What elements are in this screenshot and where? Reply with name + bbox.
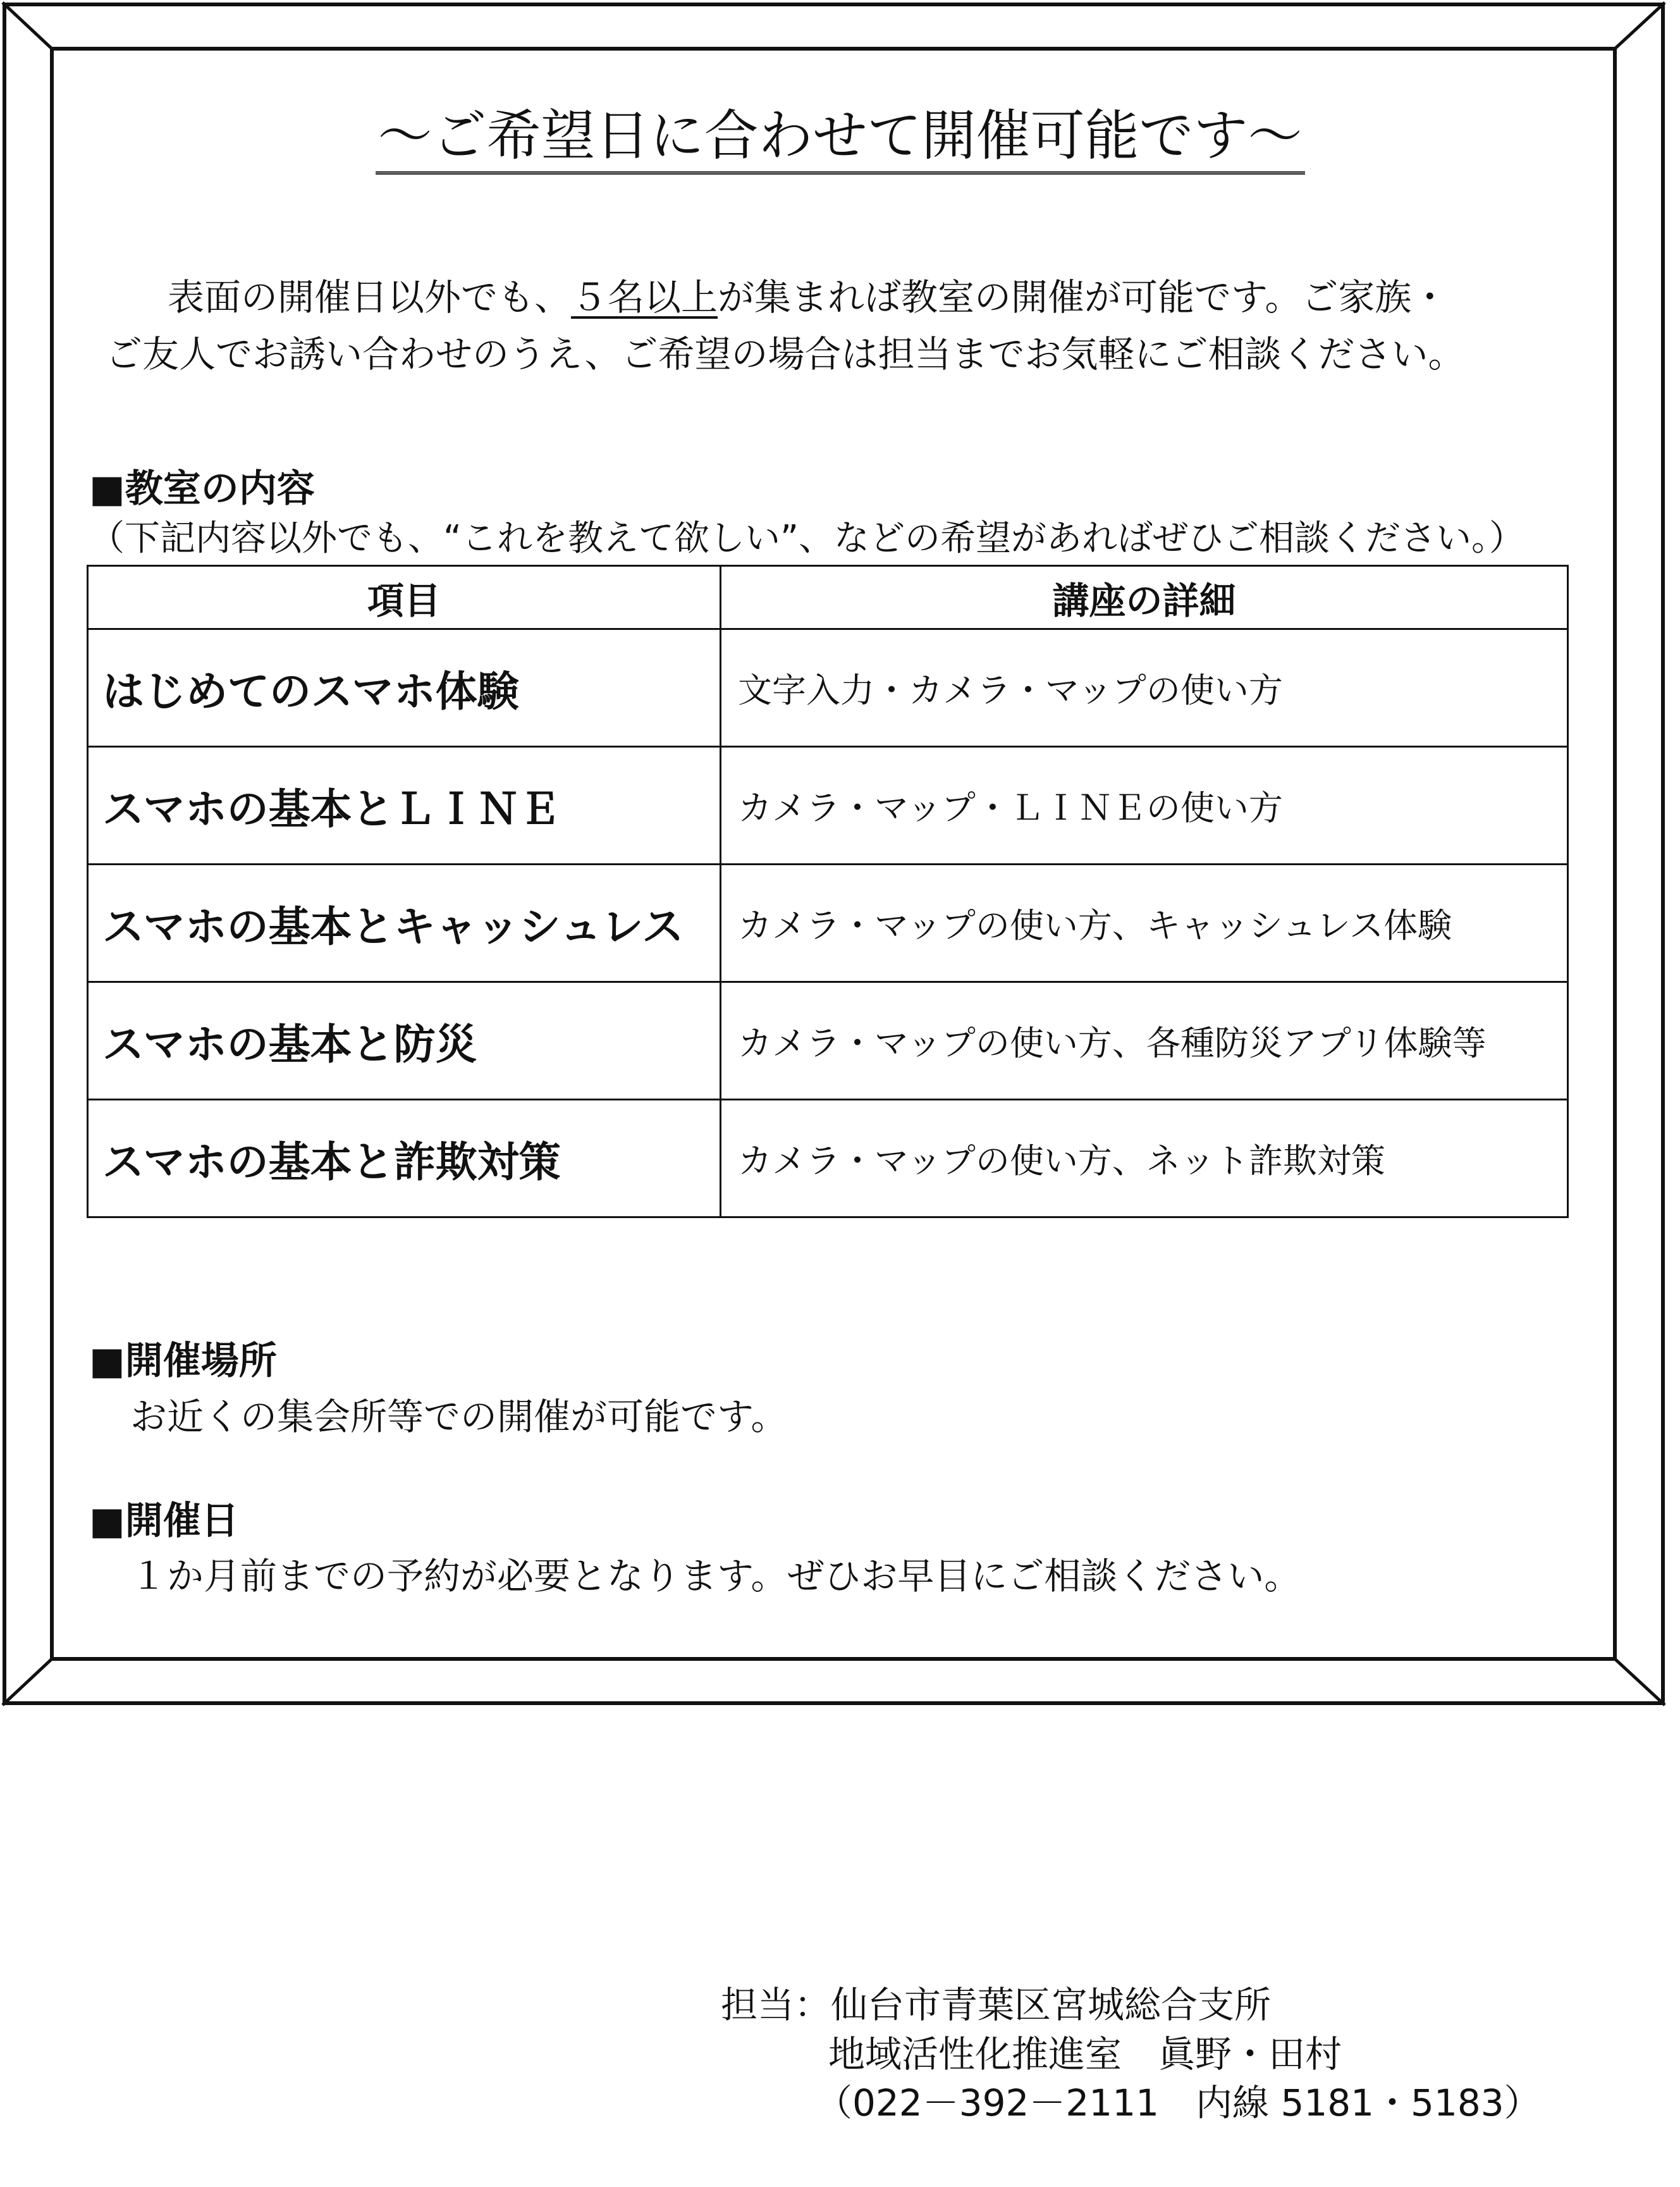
table-row [88,1100,1568,1217]
content-section-note: （下記内容以外でも、“これを教えて欲しい”、などの希望があればぜひご相談ください。） [89,518,1525,559]
intro-highlight-minimum-people: ５名以上 [571,276,718,319]
course-item: スマホの基本とキャッシュレス [88,865,721,982]
notice-title [0,101,1680,171]
intro-line-1-end: が集まれば教室の開催が可能です。ご家族・ [718,276,1449,319]
course-item: スマホの基本と防災 [88,982,721,1100]
table-row [88,747,1568,865]
venue-section-heading: ■開催場所 [89,1339,277,1383]
content-section-heading: ■教室の内容 [89,467,315,511]
table-header-row [88,566,1568,629]
notice-title-text: ～ご希望日に合わせて開催可能です～ [376,104,1305,175]
intro-paragraph [107,269,1581,383]
course-table [87,565,1569,1218]
course-detail: カメラ・マップの使い方、各種防災アプリ体験等 [721,982,1568,1100]
contact-line-1: 担当：仙台市青葉区宮城総合支所 [721,1983,1272,2026]
contact-line-3: （022－392－2111 内線 5181・5183） [816,2081,1541,2124]
contact-line-2: 地域活性化推進室 眞野・田村 [828,2033,1342,2076]
course-detail: カメラ・マップの使い方、キャッシュレス体験 [721,865,1568,982]
header-item: 項目 [88,566,721,629]
table-row [88,982,1568,1100]
intro-line-1 [107,269,1581,326]
table-row [88,629,1568,747]
course-item: はじめてのスマホ体験 [88,629,721,747]
date-section-heading: ■開催日 [89,1499,239,1543]
header-detail: 講座の詳細 [721,566,1568,629]
intro-line-2: ご友人でお誘い合わせのうえ、ご希望の場合は担当までお気軽にご相談ください。 [106,333,1465,376]
course-detail: 文字入力・カメラ・マップの使い方 [721,629,1568,747]
course-item: スマホの基本とＬＩＮＥ [88,747,721,865]
intro-line-1-start: 表面の開催日以外でも、 [168,276,572,319]
venue-section-text: お近くの集会所等での開催が可能です。 [130,1395,788,1438]
course-item: スマホの基本と詐欺対策 [88,1100,721,1217]
table-row [88,865,1568,982]
date-section-text: １か月前までの予約が必要となります。ぜひお早目にご相談ください。 [130,1555,1301,1598]
course-detail: カメラ・マップの使い方、ネット詐欺対策 [721,1100,1568,1217]
course-detail: カメラ・マップ・ＬＩＮＥの使い方 [721,747,1568,865]
